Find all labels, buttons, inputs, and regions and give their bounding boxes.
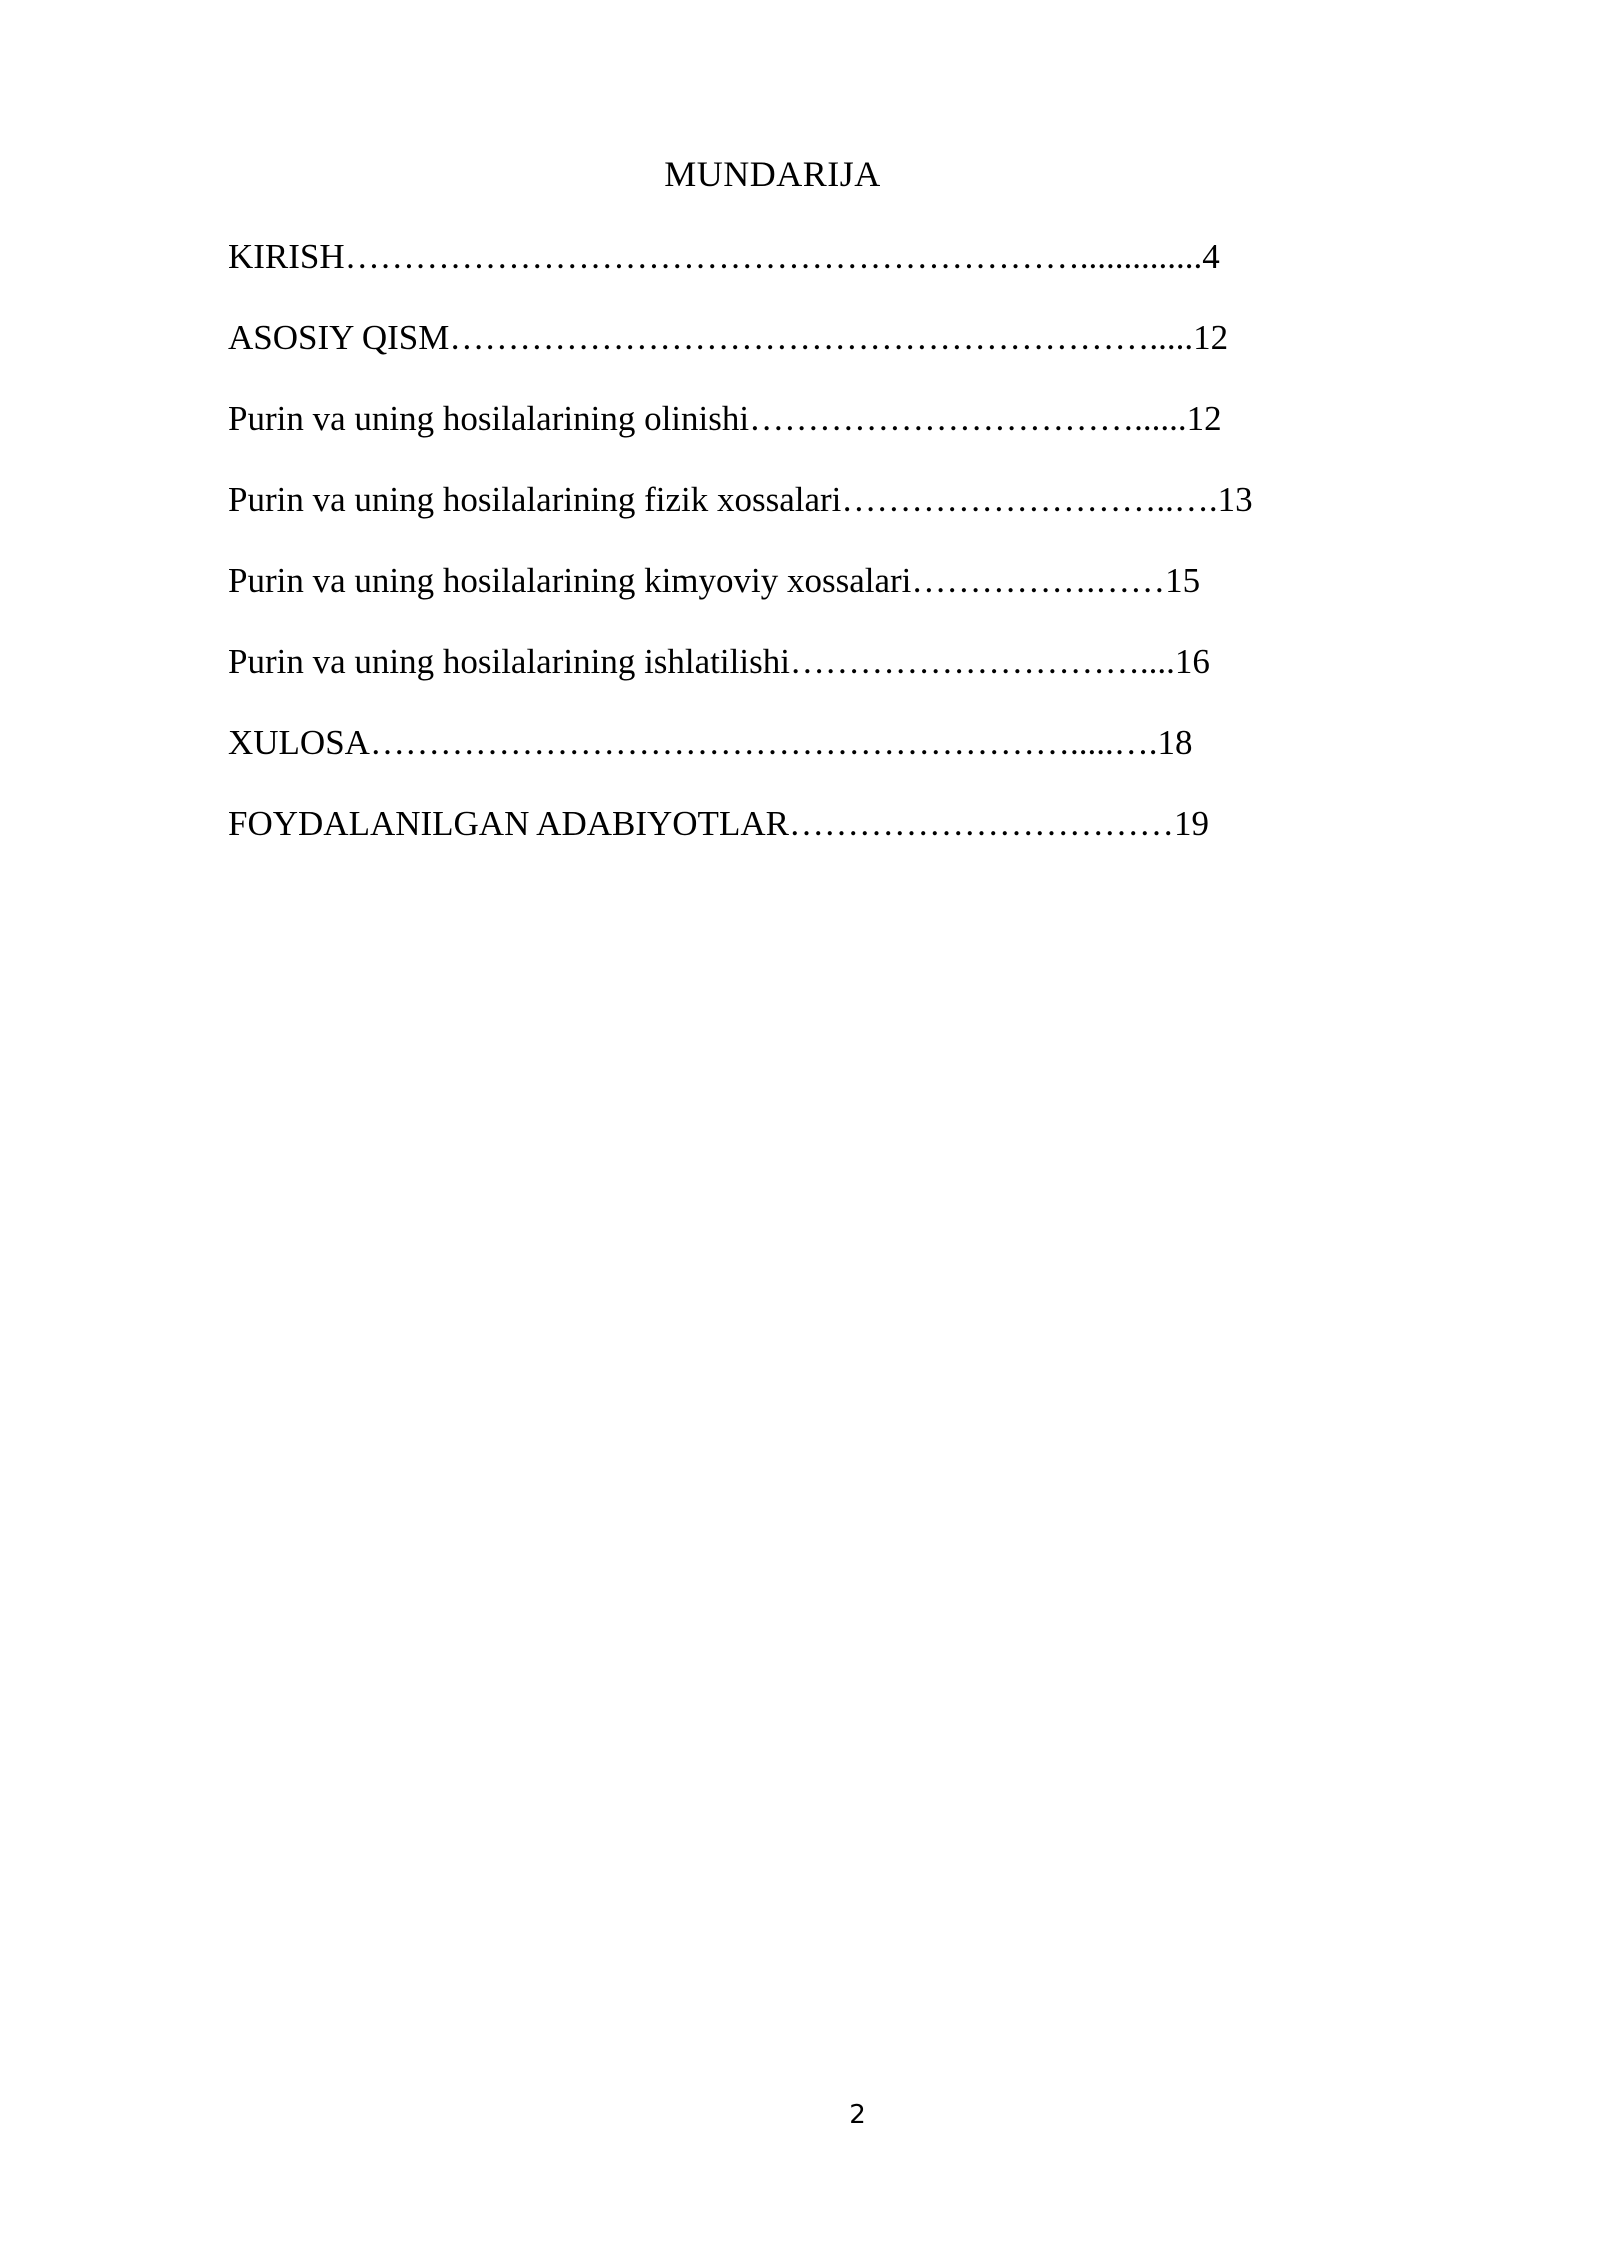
toc-entry-label: Purin va uning hosilalarining olinishi: [228, 399, 750, 438]
toc-entry-ishlatilishi[interactable]: [228, 637, 1253, 718]
toc-entry-page: 16: [1174, 642, 1210, 681]
toc-entry-xulosa[interactable]: [228, 718, 1253, 799]
toc-entry-label: Purin va uning hosilalarining kimyoviy xossalari: [228, 561, 912, 600]
toc-entry-olinishi[interactable]: [228, 394, 1253, 475]
toc-entry-page: 12: [1193, 318, 1229, 357]
toc-entry-leader: ………………………..….: [841, 480, 1218, 519]
toc-entry-leader: …………………………………………………….....: [449, 318, 1194, 357]
toc-entry-page: 19: [1173, 804, 1209, 843]
toc-entry-leader: ……………………………......: [749, 399, 1187, 438]
toc-entry-leader: …………….……: [911, 561, 1166, 600]
toc-entry-leader: ………………………………………………………..............: [344, 237, 1203, 276]
toc-entry-label: FOYDALANILGAN ADABIYOTLAR: [228, 804, 789, 843]
toc-entry-label: Purin va uning hosilalarining fizik xossalari: [228, 480, 842, 519]
toc-entry-page: 18: [1157, 723, 1193, 762]
toc-entry-label: XULOSA: [228, 723, 370, 762]
toc-entry-label: ASOSIY QISM: [228, 318, 450, 357]
toc-entry-page: 13: [1217, 480, 1253, 519]
table-of-contents: [228, 232, 1253, 880]
toc-entry-fizik-xossalari[interactable]: [228, 475, 1253, 556]
toc-title: MUNDARIJA: [664, 154, 881, 194]
page-number: 2: [849, 2100, 866, 2130]
toc-entry-kimyoviy-xossalari[interactable]: [228, 556, 1253, 637]
toc-entry-page: 4: [1202, 237, 1220, 276]
toc-entry-leader: …………………………………………………….....….: [369, 723, 1158, 762]
toc-entry-leader: ……………………………: [788, 804, 1174, 843]
toc-entry-label: KIRISH: [228, 237, 345, 276]
toc-entry-kirish[interactable]: [228, 232, 1253, 313]
toc-entry-label: Purin va uning hosilalarining ishlatilishi: [228, 642, 790, 681]
toc-entry-page: 15: [1165, 561, 1201, 600]
toc-entry-asosiy-qism[interactable]: [228, 313, 1253, 394]
toc-entry-page: 12: [1186, 399, 1222, 438]
toc-entry-leader: …………………………....: [789, 642, 1175, 681]
toc-entry-adabiyotlar[interactable]: [228, 799, 1253, 880]
